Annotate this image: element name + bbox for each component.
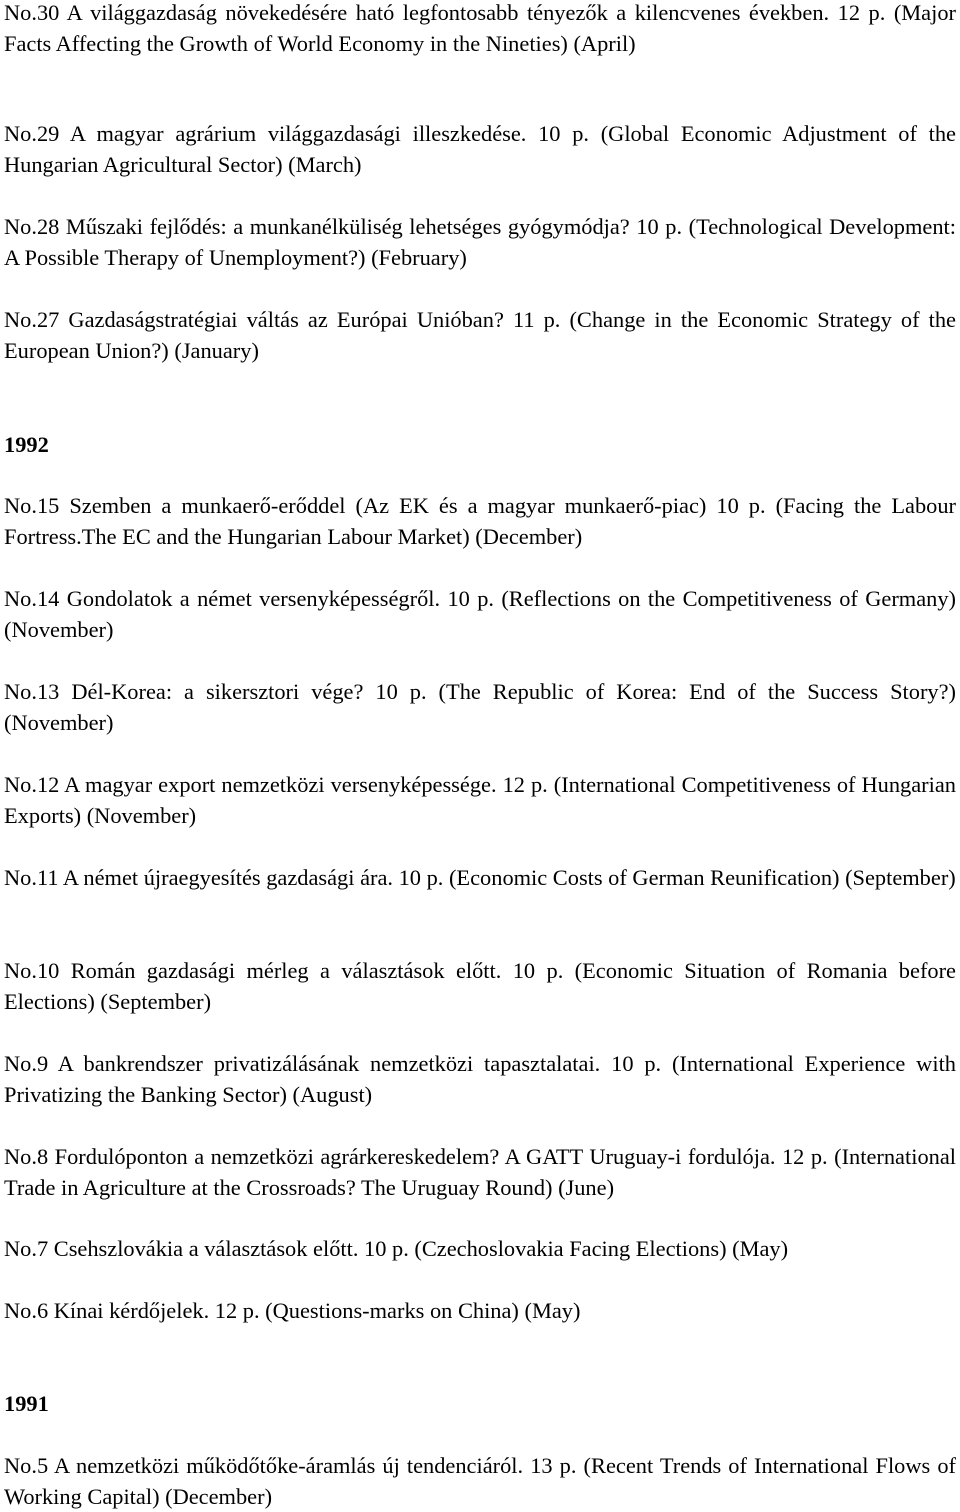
entry-no28: No.28 Műszaki fejlődés: a munkanélküliség lehetséges gyógymódja? 10 p. (Technological Development: A Possible Therapy of Unemployment?) (February) bbox=[4, 214, 956, 270]
entry-no10: No.10 Román gazdasági mérleg a választások előtt. 10 p. (Economic Situation of Romania before Elections) (September) bbox=[4, 958, 956, 1014]
entry-no14: No.14 Gondolatok a német versenyképességről. 10 p. (Reflections on the Competitiveness of Germany) (November) bbox=[4, 586, 956, 642]
entry-no11: No.11 A német újraegyesítés gazdasági ára. 10 p. (Economic Costs of German Reunification) (September) bbox=[4, 865, 956, 890]
entry-no27: No.27 Gazdaságstratégiai váltás az Európai Unióban? 11 p. (Change in the Economic Strategy of the European Union?) (January) bbox=[4, 307, 956, 363]
year-heading-1991: 1991 bbox=[4, 1391, 49, 1416]
entry-no12: No.12 A magyar export nemzetközi versenyképessége. 12 p. (International Competitiveness of Hungarian Exports) (November) bbox=[4, 772, 956, 828]
entry-no15: No.15 Szemben a munkaerő-erőddel (Az EK és a magyar munkaerő-piac) 10 p. (Facing the Labour Fortress.The EC and the Hungarian Labour Market) (December) bbox=[4, 493, 956, 549]
entry-no6: No.6 Kínai kérdőjelek. 12 p. (Questions-marks on China) (May) bbox=[4, 1298, 581, 1323]
year-heading-1992: 1992 bbox=[4, 432, 49, 457]
entry-no13: No.13 Dél-Korea: a sikersztori vége? 10 p. (The Republic of Korea: End of the Success Story?) (November) bbox=[4, 679, 956, 735]
entry-no8: No.8 Fordulóponton a nemzetközi agrárkereskedelem? A GATT Uruguay-i fordulója. 12 p. (International Trade in Agriculture at the Crossroads? The Uruguay Round) (June) bbox=[4, 1144, 956, 1200]
entry-no30: No.30 A világgazdaság növekedésére ható legfontosabb tényezők a kilencvenes években. 12 p. (Major Facts Affecting the Growth of World Economy in the Nineties) (April) bbox=[4, 0, 956, 56]
entry-no7: No.7 Csehszlovákia a választások előtt. 10 p. (Czechoslovakia Facing Elections) (May) bbox=[4, 1236, 789, 1261]
entry-no9: No.9 A bankrendszer privatizálásának nemzetközi tapasztalatai. 10 p. (International Experience with Privatizing the Banking Sector) (August) bbox=[4, 1051, 956, 1107]
entry-no5: No.5 A nemzetközi működőtőke-áramlás új tendenciáról. 13 p. (Recent Trends of International Flows of Working Capital) (December) bbox=[4, 1453, 956, 1509]
entry-no29: No.29 A magyar agrárium világgazdasági illeszkedése. 10 p. (Global Economic Adjustment of the Hungarian Agricultural Sector) (March) bbox=[4, 121, 956, 177]
